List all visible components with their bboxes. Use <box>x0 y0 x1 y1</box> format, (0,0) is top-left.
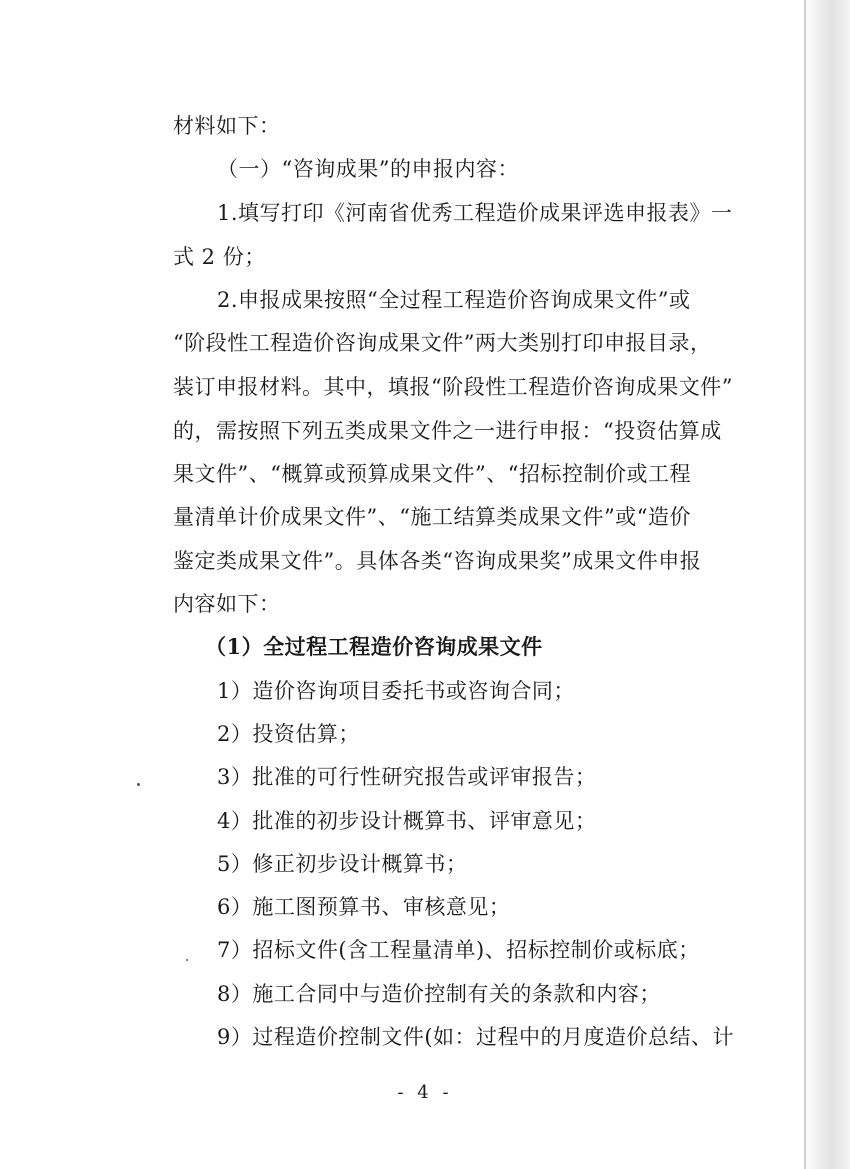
section-heading: （一）“咨询成果”的申报内容： <box>217 157 519 181</box>
text-line: 鉴定类成果文件”。具体各类“咨询成果奖”成果文件申报 <box>173 549 702 573</box>
text-line: 1.填写打印《河南省优秀工程造价成果评选申报表》一 <box>217 201 733 225</box>
text-line: 量清单计价成果文件”、“施工结算类成果文件”或“造价 <box>173 505 691 529</box>
list-item: 4）批准的初步设计概算书、评审意见； <box>217 809 597 833</box>
list-item: 6）施工图预算书、审核意见； <box>217 895 511 919</box>
list-item: 5）修正初步设计概算书； <box>217 852 468 876</box>
text-line: 式 2 份； <box>173 245 266 269</box>
text-line: 材料如下： <box>173 114 281 138</box>
text-line: 果文件”、“概算或预算成果文件”、“招标控制价或工程 <box>173 462 691 486</box>
list-item: 2）投资估算； <box>217 722 360 746</box>
scan-speck <box>186 959 188 961</box>
scan-speck <box>137 783 140 786</box>
subsection-heading: （1）全过程工程造价咨询成果文件 <box>205 634 543 659</box>
list-item: 3）批准的可行性研究报告或评审报告； <box>217 765 597 789</box>
list-item: 8）施工合同中与造价控制有关的条款和内容； <box>217 982 661 1006</box>
text-line: 的，需按照下列五类成果文件之一进行申报：“投资估算成 <box>173 419 722 443</box>
text-line: 2.申报成果按照“全过程工程造价咨询成果文件”或 <box>217 288 691 312</box>
text-line: 装订申报材料。其中，填报“阶段性工程造价咨询成果文件” <box>173 375 733 399</box>
text-line: “阶段性工程造价咨询成果文件”两大类别打印申报目录， <box>173 331 712 355</box>
text-line: 内容如下： <box>173 592 281 616</box>
page-number: - 4 - <box>397 1082 453 1103</box>
list-item: 1）造价咨询项目委托书或咨询合同； <box>217 679 575 703</box>
list-item: 7）招标文件(含工程量清单)、招标控制价或标底； <box>217 938 700 962</box>
list-item: 9）过程造价控制文件(如：过程中的月度造价总结、计 <box>217 1025 735 1049</box>
